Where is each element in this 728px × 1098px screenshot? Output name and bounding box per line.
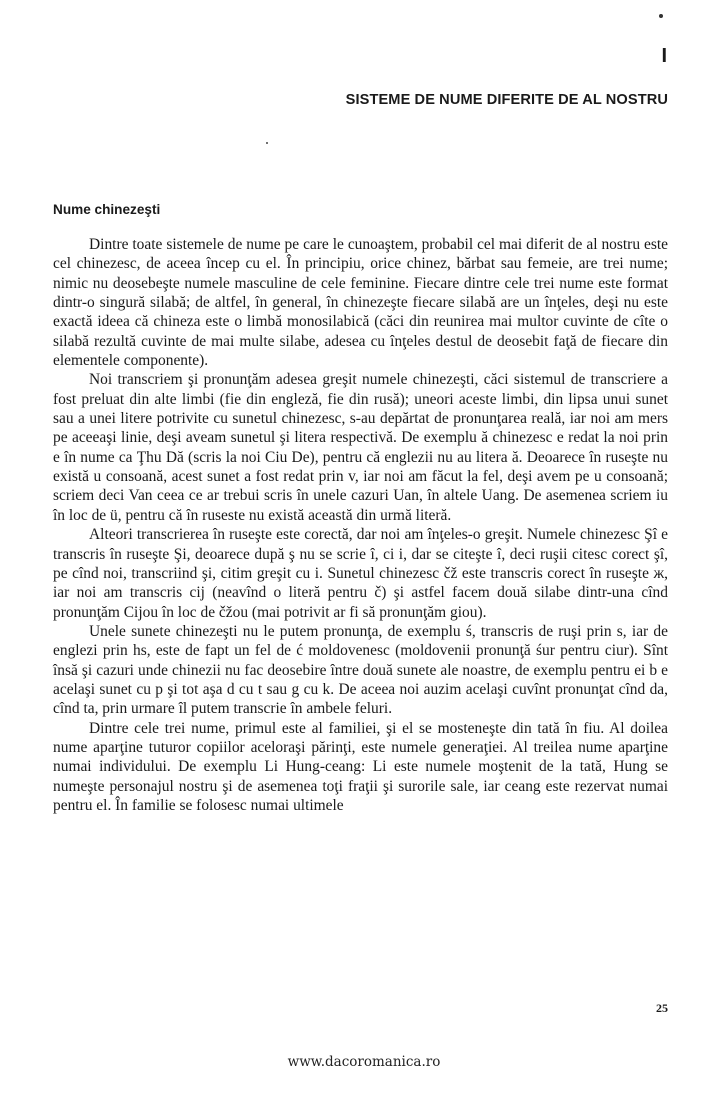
chapter-number: I [661, 45, 667, 67]
chapter-title: SISTEME DE NUME DIFERITE DE AL NOSTRU [345, 92, 668, 108]
page-number: 25 [656, 1001, 668, 1015]
ink-speck [266, 142, 268, 144]
paragraph: Dintre toate sistemele de nume pe care le cunoaştem, probabil cel mai diferit de al nostru este cel chinezesc, de aceea încep cu el. În principiu, orice chinez, bărbat sau femeie, are trei nume; nimic nu deosebeşte numele masculine de cele feminine. Fiecare dintre cele trei nume este format dintr-o singură silabă; de altfel, în general, în chinezeşte fiecare silabă are un înţeles, deşi nu este exactă ideea că chineza este o limbă monosilabică (căci din reunirea mai multor cuvinte de cîte o silabă rezultă cuvinte de mai multe silabe, adesea cu înţeles destul de deosebit faţă de fiecare din elementele componente). [53, 236, 668, 370]
paragraph: Unele sunete chinezeşti nu le putem pronunţa, de exemplu ś, transcris de ruşi prin s, iar de englezi prin hs, este de fapt un fel de ć moldovenesc (moldovenii pronunţă śur pentru ciur). Sînt însă şi cazuri unde chinezii nu fac deosebire între două sunete ale noastre, de exemplu pentru ei b e acelaşi sunet cu p şi tot aşa d cu t sau g cu k. De aceea noi auzim acelaşi cuvînt pronunţat cînd da, cînd ta, prin urmare îl putem transcrie în ambele feluri. [53, 622, 668, 718]
source-watermark: www.dacoromanica.ro [287, 1054, 441, 1070]
ink-speck [659, 14, 663, 18]
paragraph: Dintre cele trei nume, primul este al familiei, şi el se mosteneşte din tată în fiu. Al doilea nume aparţine tuturor copiilor aceloraşi părinţi, este numele generaţiei. Al treilea nume aparţine numai individului. De exemplu Li Hung-ceang: Li este numele moştenit de la tată, Hung se numeşte personajul nostru şi de asemenea toţi fraţii şi surorile sale, iar ceang este rezervat numai pentru el. În familie se folosesc numai ultimele [53, 719, 668, 814]
paragraph: Alteori transcrierea în ruseşte este corectă, dar noi am înţeles-o greşit. Numele chinezesc Şî e transcris în ruseşte Şi, deoarece după ş nu se scrie î, ci i, dar se citeşte î, deci ruşii citesc corect şî, pe cînd noi, transcriind şi, citim greşit cu i. Sunetul chinezesc čž este transcris corect în ruseşte ж, iar noi am transcris cij (neavînd o literă pentru č) şi astfel facem două silabe dintr-una cînd pronunţăm Cijou în loc de čžou (mai potrivit ar fi să pronunţăm giou). [53, 526, 668, 621]
body-text [53, 235, 668, 815]
paragraph: Noi transcriem şi pronunţăm adesea greşit numele chinezeşti, căci sistemul de transcriere a fost preluat din alte limbi (fie din engleză, fie din rusă); uneori aceste limbi, din lipsa unui sunet sau a unei litere potrivite cu sunetul chinezesc, s-au depărtat de pronunţarea reală, iar noi am mers pe aceeaşi linie, deşi aveam sunetul şi litera respectivă. De exemplu ă chinezesc e redat la noi prin e în nume ca Ţhu Dă (scris la noi Ciu De), pentru că englezii nu au litera ă. Deoarece în ruseşte nu există u consoană, acest sunet a fost redat prin v, iar noi am făcut la fel, deşi avem pe u consoană; scriem deci Van ceea ce ar trebui scris în unele cazuri Uan, în altele Uang. De asemenea scriem iu în loc de ü, pentru că în ruseste nu există această din urmă literă. [53, 371, 668, 524]
section-heading: Nume chinezeşti [53, 202, 161, 217]
